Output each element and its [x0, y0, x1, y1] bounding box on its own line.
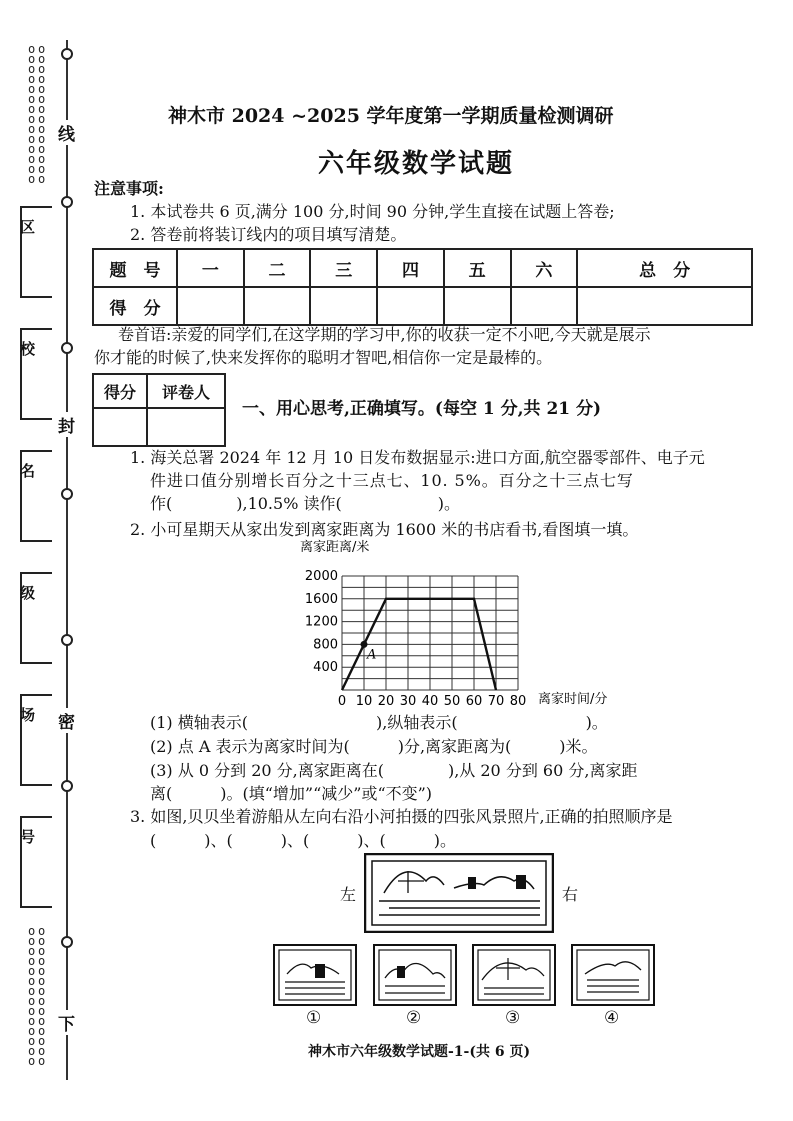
section-title: 一、用心思考,正确填写。(每空 1 分,共 21 分) — [242, 399, 602, 419]
score-input-cell[interactable] — [177, 287, 244, 325]
notice-item: 2. 答卷前将装订线内的项目填写清楚。 — [130, 225, 407, 244]
exam-subtitle: 神木市 2024 ~2025 学年度第一学期质量检测调研 — [168, 105, 614, 127]
chart-ylabel: 离家距离/米 — [300, 540, 370, 555]
name-label: 名 — [20, 462, 36, 480]
margin-char: 线 — [58, 120, 75, 145]
question-line: 3. 如图,贝贝坐着游船从左向右沿小河拍摄的四张风景照片,正确的拍照顺序是 — [130, 807, 673, 826]
direction-right-label: 右 — [562, 885, 579, 904]
exam-title: 六年级数学试题 — [318, 149, 515, 179]
photo-label: ① — [306, 1008, 322, 1028]
direction-left-label: 左 — [340, 885, 357, 904]
distance-time-chart — [296, 538, 636, 710]
score-input-cell[interactable] — [377, 287, 444, 325]
chart-x-tick-label: 80 — [509, 694, 527, 709]
score-input-cell[interactable] — [511, 287, 578, 325]
question-line: 2. 小可星期天从家出发到离家距离为 1600 米的书店看书,看图填一填。 — [130, 520, 639, 539]
question-line: 作( ),10.5% 读作( )。 — [150, 494, 460, 513]
chart-y-tick-label: 400 — [313, 660, 338, 676]
photo-1 — [273, 944, 357, 1006]
score-input-cell[interactable] — [444, 287, 511, 325]
score-input-cell[interactable] — [577, 287, 752, 325]
question-line: ( )、( )、( )、( )。 — [150, 831, 456, 850]
chart-y-tick-label: 1600 — [304, 591, 338, 607]
class-label: 级 — [20, 584, 36, 602]
exam-room-label: 场 — [20, 706, 36, 724]
notice-heading: 注意事项: — [94, 179, 164, 198]
table-cell: 四 — [377, 249, 444, 287]
hole-row-top-2: o o o o o o o o o o o o o o — [38, 42, 46, 186]
cut-dot — [61, 48, 73, 60]
table-cell: 二 — [244, 249, 311, 287]
cut-dot — [61, 780, 73, 792]
question-line: (1) 横轴表示( ),纵轴表示( )。 — [150, 713, 608, 732]
margin-char: 封 — [58, 412, 75, 437]
district-label: 区 — [20, 218, 36, 236]
chart-x-tick-label: 20 — [377, 694, 395, 709]
score-table-score-row — [93, 287, 752, 325]
cut-dot — [61, 634, 73, 646]
chart-x-tick-label: 60 — [465, 694, 483, 709]
question-line: 离( )。(填“增加”“减少”或“不变”) — [150, 784, 433, 803]
photo-label: ③ — [505, 1008, 521, 1028]
chart-y-tick-label: 1200 — [304, 614, 338, 630]
score-table — [92, 248, 753, 326]
chart-xlabel: 离家时间/分 — [538, 692, 608, 707]
hole-row-bottom-2: o o o o o o o o o o o o o o — [38, 924, 46, 1068]
chart-x-tick-label: 30 — [399, 694, 417, 709]
photo-label: ② — [406, 1008, 422, 1028]
chart-x-tick-label: 50 — [443, 694, 461, 709]
cut-dot — [61, 342, 73, 354]
question-line: 件进口值分别增长百分之十三点七、10. 5%。百分之十三点七写 — [150, 471, 634, 490]
margin-char: 密 — [58, 708, 75, 733]
photo-3 — [472, 944, 556, 1006]
hole-row-bottom: o o o o o o o o o o o o o o — [28, 924, 36, 1068]
cut-dot — [61, 936, 73, 948]
chart-x-tick-label: 10 — [355, 694, 373, 709]
chart-y-tick-label: 800 — [313, 637, 338, 653]
school-label: 校 — [20, 340, 36, 358]
chart-y-tick-label: 2000 — [304, 569, 338, 584]
cut-dot — [61, 488, 73, 500]
table-cell: 题 号 — [93, 249, 177, 287]
chart-point-a-label: A — [367, 647, 377, 663]
photo-2 — [373, 944, 457, 1006]
question-line: 1. 海关总署 2024 年 12 月 10 日发布数据显示:进口方面,航空器零部件、电子元 — [130, 448, 705, 467]
question-line: (2) 点 A 表示为离家时间为( )分,离家距离为( )米。 — [150, 737, 598, 756]
chart-x-tick-label: 40 — [421, 694, 439, 709]
panorama-picture — [364, 853, 554, 933]
table-cell: 六 — [511, 249, 578, 287]
score-input-cell[interactable] — [244, 287, 311, 325]
chart-x-tick-label: 70 — [487, 694, 505, 709]
table-cell: 得 分 — [93, 287, 177, 325]
photo-label: ④ — [604, 1008, 620, 1028]
chart-x-tick-label: 0 — [337, 694, 347, 709]
cut-dot — [61, 196, 73, 208]
margin-char: 下 — [58, 1010, 75, 1035]
table-cell: 三 — [310, 249, 377, 287]
grader-table — [92, 373, 226, 447]
chart-ticks — [305, 569, 526, 709]
score-input-cell[interactable] — [310, 287, 377, 325]
table-cell: 评卷人 — [147, 374, 225, 408]
table-cell: 得分 — [93, 374, 147, 408]
table-cell: 一 — [177, 249, 244, 287]
table-cell: 五 — [444, 249, 511, 287]
page-footer: 神木市六年级数学试题-1-(共 6 页) — [308, 1044, 531, 1060]
seat-number-label: 号 — [20, 828, 36, 846]
notice-item: 1. 本试卷共 6 页,满分 100 分,时间 90 分钟,学生直接在试题上答卷; — [130, 202, 615, 221]
score-input-cell[interactable] — [93, 408, 147, 446]
hole-row-top: o o o o o o o o o o o o o o — [28, 42, 36, 186]
photo-4 — [571, 944, 655, 1006]
preface-line: 你才能的时候了,快来发挥你的聪明才智吧,相信你一定是最棒的。 — [94, 348, 553, 367]
preface-line: 卷首语:亲爱的同学们,在这学期的学习中,你的收获一定不小吧,今天就是展示 — [118, 325, 651, 344]
table-cell: 总 分 — [577, 249, 752, 287]
question-line: (3) 从 0 分到 20 分,离家距离在( ),从 20 分到 60 分,离家距 — [150, 761, 638, 780]
score-table-header-row — [93, 249, 752, 287]
score-input-cell[interactable] — [147, 408, 225, 446]
